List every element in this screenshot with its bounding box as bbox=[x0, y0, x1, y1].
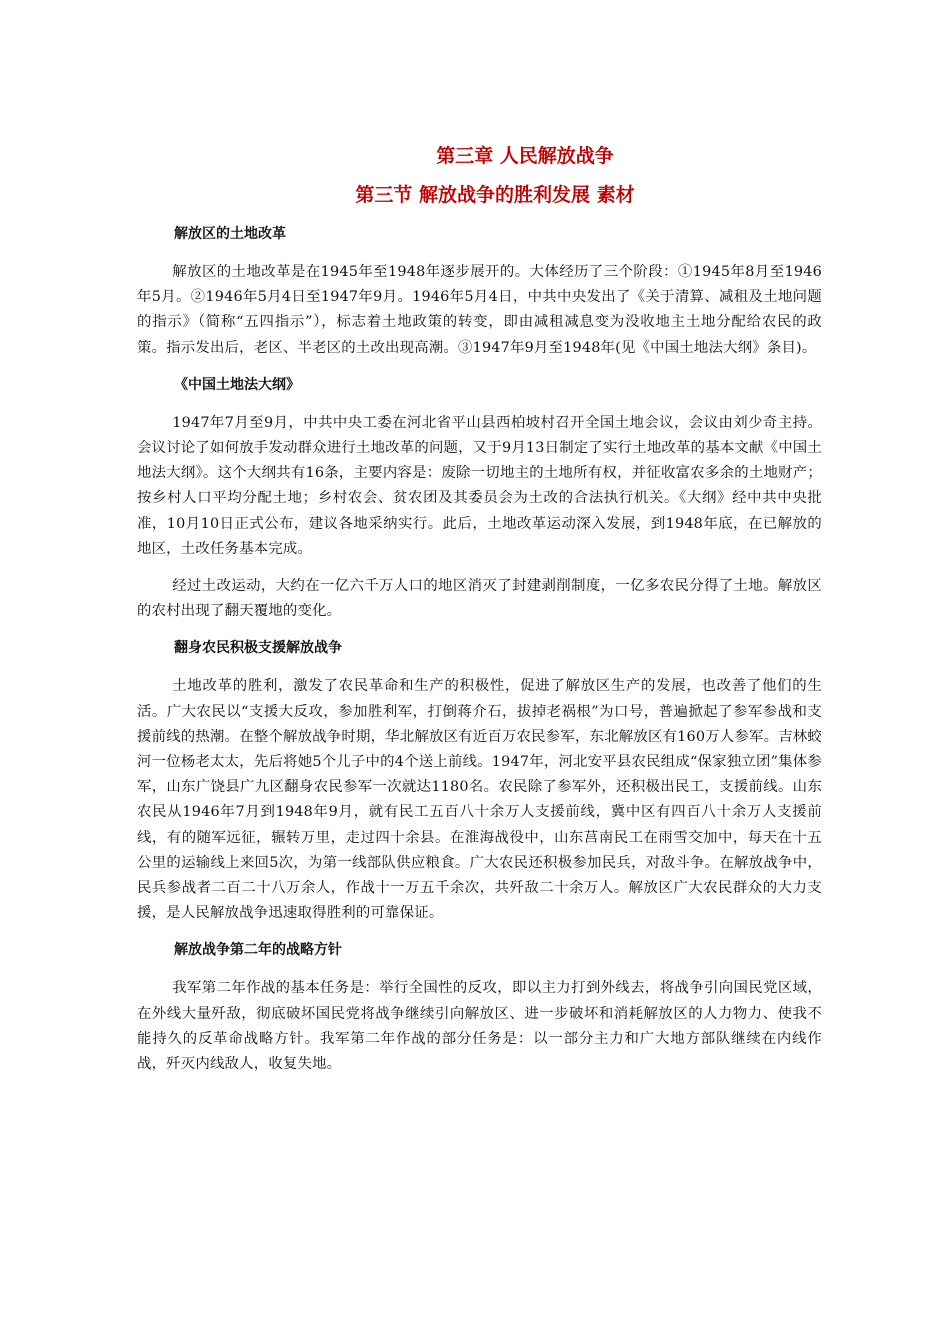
paragraph-land-law-outline: 1947年7月至9月，中共中央工委在河北省平山县西柏坡村召开全国土地会议，会议由刘少奇主持。会议讨论了如何放手发动群众进行土地改革的问题，又于9月13日制定了实行土地改革的基本文献《中国土地法大纲》。这个大纲共有16条，主要内容是：废除一切地主的土地所有权，并征收富农多余的土地财产；按乡村人口平均分配土地；乡村农会、贫农团及其委员会为土改的合法执行机关。《大纲》经中共中央批准，10月10日正式公布，建议各地采纳实行。此后，土地改革运动深入发展，到1948年底，在已解放的地区，土改任务基本完成。 bbox=[137, 414, 822, 557]
heading-land-reform: 解放区的土地改革 bbox=[174, 226, 286, 242]
paragraph-second-year-strategy: 我军第二年作战的基本任务是：举行全国性的反攻，即以主力打到外线去，将战争引向国民党区域，在外线大量歼敌，彻底破坏国民党将战争继续引向解放区、进一步破坏和消耗解放区的人力物力、使我不能持久的反革命战略方针。我军第二年作战的部分任务是：以一部分主力和广大地方部队继续在内线作战，歼灭内线敌人，收复失地。 bbox=[137, 980, 822, 1073]
paragraph-farmers-support: 土地改革的胜利，激发了农民革命和生产的积极性，促进了解放区生产的发展，也改善了他们的生活。广大农民以“支援大反攻，参加胜利军，打倒蒋介石，拔掉老祸根”为口号，普遍掀起了参军参战和支援前线的热潮。在整个解放战争时期，华北解放区有近百万农民参军，东北解放区有160万人参军。吉林蛟河一位杨老太太，先后将她5个儿子中的4个送上前线。1947年，河北安平县农民组成“保家独立团”集体参军，山东广饶县广九区翻身农民参军一次就达1180名。农民除了参军外，还积极出民工，支援前线。山东农民从1946年7月到1948年9月，就有民工五百八十余万人支援前线，冀中区有四百八十余万人支援前线，有的随军远征，辗转万里，走过四十余县。在淮海战役中，山东莒南民工在雨雪交加中，每天在十五公里的运输线上来回5次，为第一线部队供应粮食。广大农民还积极参加民兵，对敌斗争。在解放战争中，民兵参战者二百二十八万余人，作战十一万五千余次，共歼敌二十余万人。解放区广大农民群众的大力支援，是人民解放战争迅速取得胜利的可靠保证。 bbox=[137, 678, 822, 922]
paragraph-land-reform: 解放区的土地改革是在1945年至1948年逐步展开的。大体经历了三个阶段：①1945年8月至1946年5月。②1946年5月4日至1947年9月。1946年5月4日，中共中央发出了《关于清算、减租及土地问题的指示》（简称“五四指示”），标志着土地政策的转变，即由减租减息变为没收地主土地分配给农民的政策。指示发出后，老区、半老区的土改出现高潮。③1947年9月至1948年(见《中国土地法大纲》条目)。 bbox=[137, 264, 822, 356]
chapter-title: 第三章 人民解放战争 bbox=[436, 145, 614, 167]
heading-farmers-support: 翻身农民积极支援解放战争 bbox=[174, 640, 342, 657]
heading-second-year-strategy: 解放战争第二年的战略方针 bbox=[174, 942, 342, 959]
heading-land-law-outline: 《中国土地法大纲》 bbox=[174, 376, 300, 393]
title-block bbox=[0, 138, 950, 213]
paragraph-land-reform-result: 经过土改运动，大约在一亿六千万人口的地区消灭了封建剥削制度，一亿多农民分得了土地。解放区的农村出现了翻天覆地的变化。 bbox=[137, 578, 822, 620]
section-title: 第三节 解放战争的胜利发展 素材 bbox=[355, 184, 635, 206]
document-body bbox=[137, 222, 822, 1089]
